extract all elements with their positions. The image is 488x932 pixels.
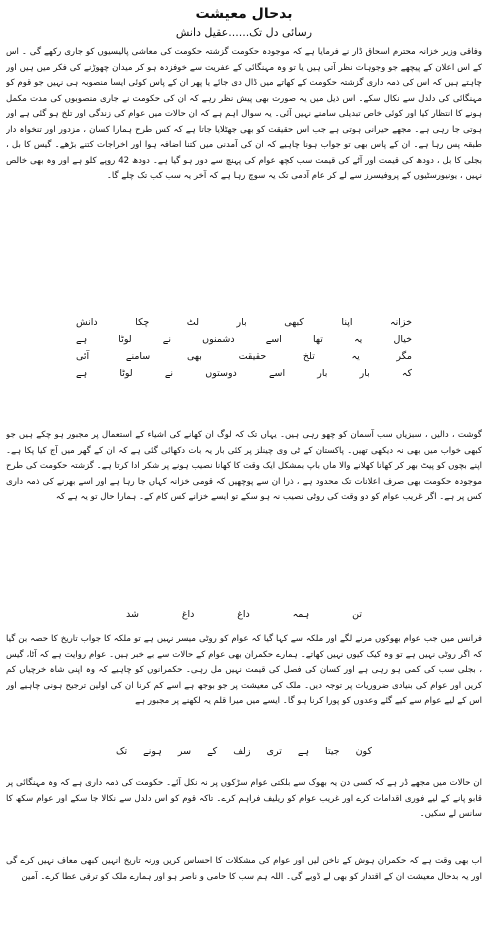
poem-line: خزانہ اپنا کبھی بار لٹ چکا دانش [76, 317, 412, 328]
poem-stanza-1 [6, 308, 482, 428]
poem-line: کون جیتا ہے تری زلف کے سر ہونے تک [116, 746, 372, 757]
poem-line: تن ہمہ داغ داغ شد [126, 609, 362, 620]
article-byline: رسائی دل تک......عقیل دانش [175, 26, 313, 39]
article-paragraph-4: ان حالات میں مجھے ڈر ہے کہ کسی دن یہ بھوک سے بلکتی عوام سڑکوں پر نہ نکل آئے۔ حکومت کی ذمہ داری ہے کہ وہ مہنگائی پر قابو پانے کے لیے فوری اقدامات کرے اور غریب عوام کو ریلیف فراہم کرے۔ تاکہ قوم کو اس دلدل سے نکالا جا سکے اور عوام سکھ کا سانس لے سکیں۔ [6, 778, 482, 819]
article-paragraph-3: فرانس میں جب عوام بھوکوں مرنے لگے اور ملکہ سے کہا گیا کہ عوام کو روٹی میسر نہیں ہے تو ملکہ کا جواب تاریخ کا حصہ بن گیا کہ اگر روٹی نہیں ہے تو وہ کیک کیوں نہیں کھاتے۔ ہمارے حکمران بھی عوام کے حالات سے بے خبر ہیں۔ عوام روایت ہے کہ آٹا، گیس ، بجلی سب کی کمی ہو رہی ہے اور کسان کی فصل کی قیمت نہیں مل رہی۔ حکمرانوں کو چاہیے کہ وہ اپنی شاہ خرچیاں کم کریں اور عوام کی بنیادی ضروریات پر توجہ دیں۔ ملک کی معیشت پر جو بوجھ ہے اسے کم کرنا ان کی اولین ترجیح ہونی چاہیے اور اس کے لیے عوام سے کیے گئے وعدوں کو پورا کرنا ہو گا۔ ایسے میں میرا قلم یہ لکھنے پر مجبور ہے [6, 634, 482, 706]
article-paragraph-5: اب بھی وقت ہے کہ حکمران ہوش کے ناخن لیں اور عوام کی مشکلات کا احساس کریں ورنہ تاریخ انہیں کبھی معاف نہیں کرے گی اور یہ بدحال معیشت ان کے اقتدار کو بھی لے ڈوبے گی۔ اللہ ہم سب کا حامی و ناصر ہو اور ہمارے ملک کو ترقی عطا کرے۔ آمین [6, 856, 482, 882]
article-paragraph-1: وفاقی وزیر خزانہ محترم اسحاق ڈار نے فرمایا ہے کہ موجودہ حکومت گزشتہ حکومت کی معاشی پالیسیوں کو جاری رکھے گی ۔ اس کے اس اعلان کے پیچھے جو وجوہات نظر آتی ہیں یا تو وہ مہنگائی کے عفریت سے خوفزدہ ہو کر میدان چھوڑنے کی فکر میں ہیں اور چاہتے ہیں کہ اس کی ذمہ داری گزشتہ حکومت کے کھاتے میں ڈال دی جائے یا پھر ان کے پاس کوئی ایسا منصوبہ ہی نہیں جو قوم کو مہنگائی کی دلدل سے نکال سکے۔ اس ذیل میں یہ صورت بھی پیش نظر رہے کہ ان کی حکومت نے جاری منصوبوں کی مدت مکمل ہونے کا انتظار کیا اور کوئی خاص تبدیلی سامنے نہیں آئی۔ یہ سوال اہم ہے کہ ان حالات میں عوام کی زندگی اور تلخ ہو گئی ہے اور ہوتی جا رہی ہے۔ مجھے حیرانی ہوتی ہے جب اس حقیقت کو بھی جھٹلایا جاتا ہے کہ کس طرح ہمارا کسان ، مزدور اور تنخواہ دار طبقہ پس رہا ہے۔ ان کے پاس بھی تو جواب ہونا چاہیے کہ ان کی آمدنی میں کتنا اضافہ ہوا اور اخراجات کتنے بڑھے۔ گیس کا بل ، بجلی کا بل ، دودھ کی قیمت اور آٹے کی قیمت سب کچھ عوام کی پہنچ سے دور ہو گیا ہے۔ دودھ 42 روپے کلو ہے اور وہ بھی خالص نہیں ، یونیورسٹیوں کے پروفیسرز سے لے کر عام آدمی تک یہ سوچ رہا ہے کہ آخر یہ سب کب تک چلے گا۔ [6, 47, 482, 181]
poem-line: کہ بار بار اسے دوستوں نے لوٹا ہے [76, 368, 412, 379]
poem-stanza-3 [6, 741, 482, 776]
poem-stanza-2 [6, 602, 482, 632]
poem-line: خیال یہ تھا اسے دشمنوں نے لوٹا ہے [76, 334, 412, 345]
article-paragraph-2: گوشت ، دالیں ، سبزیاں سب آسمان کو چھو رہی ہیں۔ یہاں تک کہ لوگ ان کھانے کی اشیاء کے استعمال پر مجبور ہو چکے ہیں جو کبھی خواب میں بھی نہ دیکھی تھیں۔ پاکستان کے ٹی وی چینلز پر کئی بار یہ بات دکھائی گئی ہے کہ ان کے گھر میں آج کیا پکا ہے۔ اپنے بچوں کو پیٹ بھر کر کھانا کھلانے والا ماں باپ بمشکل ایک وقت کا کھانا نصیب ہونے پر شکر ادا کرتا ہے۔ گزشتہ حکومت کی طرح موجودہ حکومت بھی صرف اعلانات تک محدود ہے ، ذرا ان سے پوچھیں کہ قومی خزانہ کہاں جا رہا ہے اور اسے بھرنے کی ذمہ داری کس پر ہے۔ اگر غریب عوام کو دو وقت کی روٹی نصیب نہ ہو سکے تو ایسے خزانے کس کام کے۔ ہمارا حال تو یہ ہے کہ [6, 430, 482, 502]
article-title: بدحال معیشت [195, 6, 293, 22]
poem-line: مگر یہ تلخ حقیقت بھی سامنے آئی [76, 351, 412, 362]
